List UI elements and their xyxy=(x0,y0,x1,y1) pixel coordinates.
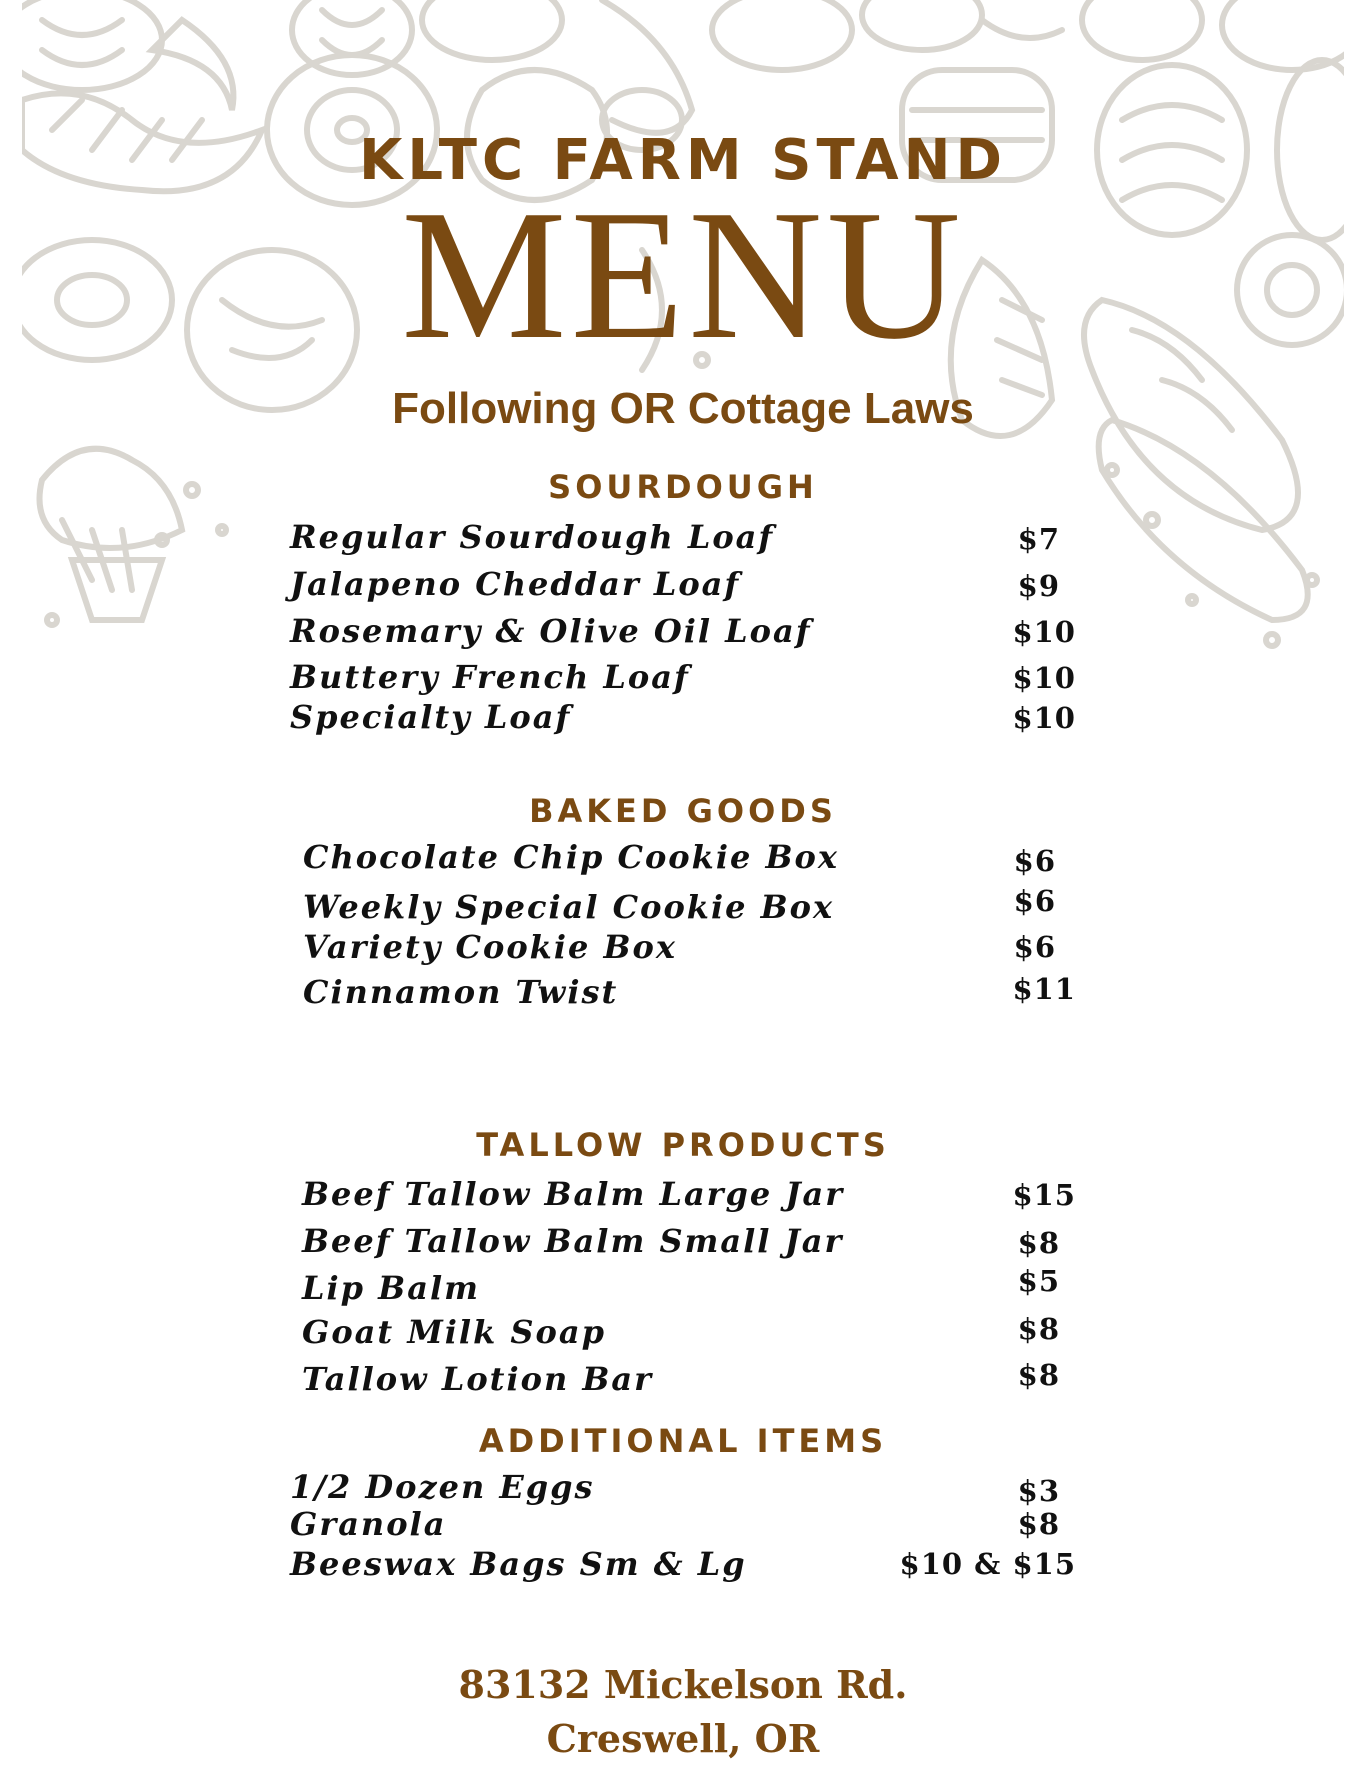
menu-item-price: $3 xyxy=(1017,1474,1060,1508)
menu-item-name: Buttery French Loaf xyxy=(290,658,690,696)
menu-item-name: Goat Milk Soap xyxy=(302,1313,606,1351)
menu-item-price: $9 xyxy=(1017,569,1060,603)
section-title-baked-goods: BAKED GOODS xyxy=(529,792,837,830)
menu-item-name: Regular Sourdough Loaf xyxy=(290,518,775,556)
menu-item-name: Beef Tallow Balm Small Jar xyxy=(302,1222,844,1260)
menu-item-name: Variety Cookie Box xyxy=(303,928,677,966)
menu-item-name: Cinnamon Twist xyxy=(303,973,619,1011)
menu-item-name: Rosemary & Olive Oil Loaf xyxy=(290,612,812,650)
menu-item-price: $6 xyxy=(1013,884,1056,918)
menu-item-name: Weekly Special Cookie Box xyxy=(303,888,835,926)
address-city: Creswell, OR xyxy=(546,1716,820,1761)
menu-item-price: $10 xyxy=(1012,615,1076,649)
menu-item-name: Chocolate Chip Cookie Box xyxy=(303,838,839,876)
stand-name-heading: KLTC FARM STAND xyxy=(359,128,1007,193)
menu-item-name: Granola xyxy=(290,1505,447,1543)
menu-item-price: $8 xyxy=(1017,1507,1060,1541)
menu-item-price: $7 xyxy=(1017,522,1060,556)
menu-item-name: Specialty Loaf xyxy=(290,698,572,736)
menu-item-price: $10 & $15 xyxy=(899,1547,1076,1581)
menu-item-price: $10 xyxy=(1012,661,1076,695)
menu-item-price: $11 xyxy=(1012,972,1076,1006)
address-street: 83132 Mickelson Rd. xyxy=(458,1662,908,1707)
menu-item-name: Lip Balm xyxy=(302,1269,480,1307)
menu-item-price: $6 xyxy=(1013,930,1056,964)
menu-item-price: $10 xyxy=(1012,701,1076,735)
menu-item-name: Beeswax Bags Sm & Lg xyxy=(290,1545,747,1583)
menu-item-price: $8 xyxy=(1017,1226,1060,1260)
menu-item-name: 1/2 Dozen Eggs xyxy=(290,1468,595,1506)
menu-item-name: Beef Tallow Balm Large Jar xyxy=(302,1175,845,1213)
section-title-additional-items: ADDITIONAL ITEMS xyxy=(478,1422,888,1460)
cottage-law-subtitle: Following OR Cottage Laws xyxy=(392,384,974,433)
menu-item-price: $5 xyxy=(1017,1264,1060,1298)
menu-item-price: $8 xyxy=(1017,1358,1060,1392)
menu-item-name: Jalapeno Cheddar Loaf xyxy=(290,565,741,603)
menu-item-name: Tallow Lotion Bar xyxy=(302,1360,653,1398)
menu-item-price: $6 xyxy=(1013,844,1056,878)
section-title-tallow-products: TALLOW PRODUCTS xyxy=(476,1126,890,1164)
menu-title: MENU xyxy=(401,172,965,378)
menu-item-price: $15 xyxy=(1012,1178,1076,1212)
section-title-sourdough: SOURDOUGH xyxy=(548,468,818,506)
menu-item-price: $8 xyxy=(1017,1312,1060,1346)
